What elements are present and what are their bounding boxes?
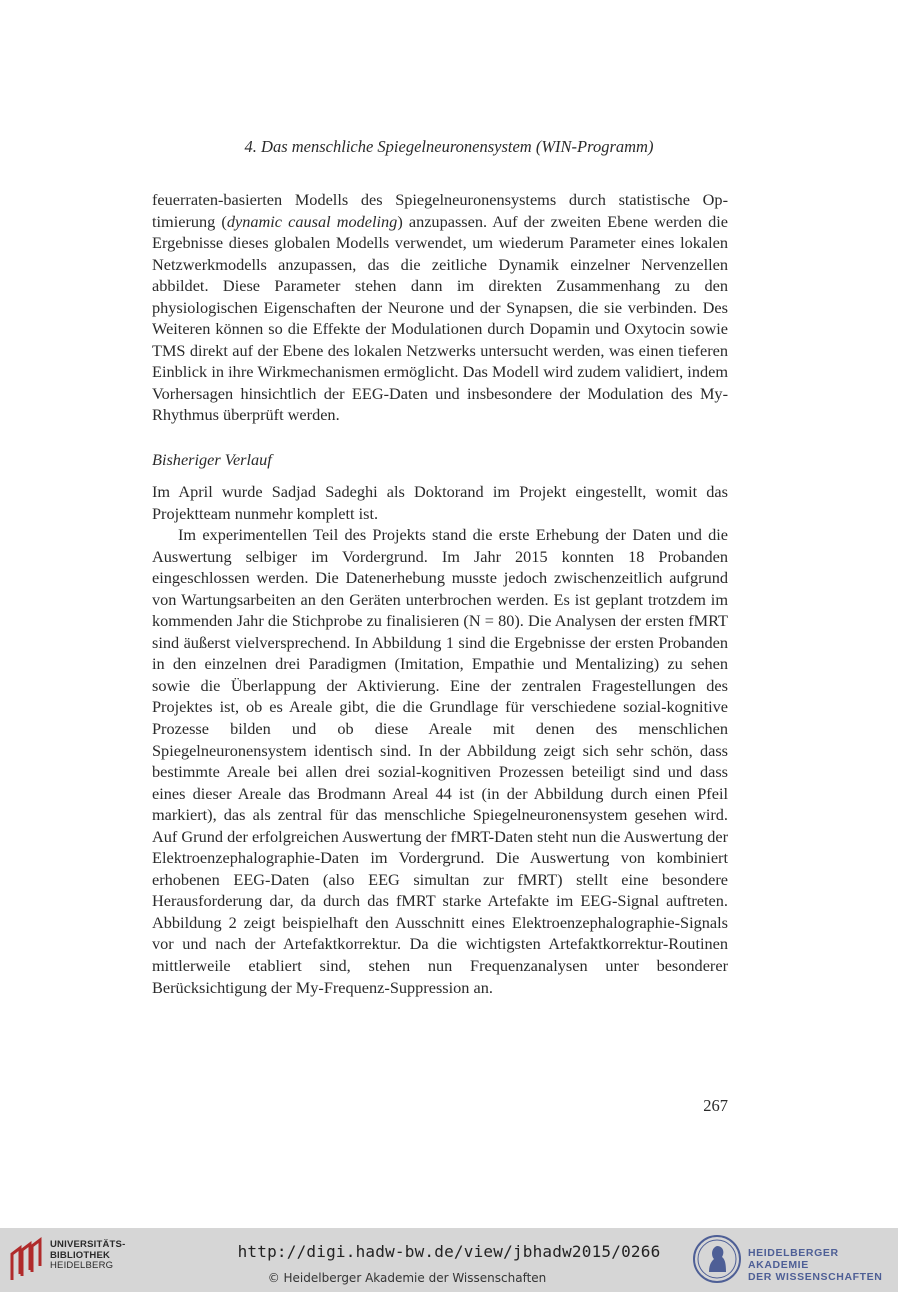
library-logo-line: UNIVERSITÄTS- — [50, 1239, 126, 1250]
page-number: 267 — [703, 1096, 728, 1115]
paragraph-text: ) anzupassen. Auf der zweiten Ebene werden die Ergebnisse dieses globalen Modells verwendet, um wiederum Parameter eines lokalen Netzwerkmodells anzupassen, das die zeitliche Dynamik einzelner Nervenzellen abbildet. Diese Parameter stehen dann im direkten Zusammenhang zu den physiologischen Eigenschaften der Neurone und der Synapsen, die sie verbinden. Des Weiteren können so die Effekte der Modulationen durch Dopamin und Oxytocin sowie TMS direkt auf der Ebene des lokalen Netzwerks untersucht werden, was einen tieferen Einblick in ihre Wirkmechanismen ermöglicht. Das Modell wird zudem validiert, indem Vorhersagen hinsichtlich der EEG-Daten und insbesondere der Modulation des My-Rhythmus überprüft werden. — [152, 211, 728, 425]
italic-term: dynamic causal modeling — [226, 211, 398, 231]
paragraph — [152, 189, 728, 426]
copyright-notice: © Heidelberger Akademie der Wissenschaften — [267, 1271, 547, 1285]
paragraph: Im experimentellen Teil des Projekts stand die erste Erhebung der Daten und die Auswertung selbiger im Vordergrund. Im Jahr 2015 konnten 18 Probanden eingeschlossen werden. Die Datenerhebung musste jedoch zwischenzeitlich aufgrund von Wartungsarbeiten an den Geräten unterbrochen werden. Es ist geplant trotzdem im kommenden Jahr die Stichprobe zu finalisieren (N = 80). Die Analysen der ersten fMRT sind äußerst vielversprechend. In Abbildung 1 sind die Ergebnisse der ersten Probanden in den einzelnen drei Paradigmen (Imitation, Empathie und Mentalizing) zu sehen sowie die Überlappung der Aktivierung. Eine der zentralen Fragestellungen des Projektes ist, ob es Areale gibt, die die Grundlage für verschiedene sozial-kognitive Prozesse bilden und ob diese Areale mit denen des menschlichen Spiegelneuronensystem identisch sind. In der Abbildung zeigt sich sehr schön, dass bestimmte Areale bei allen drei sozial-kognitiven Prozessen beteiligt sind und dass eines dieser Areale das Brodmann Areal 44 ist (in der Abbildung durch einen Pfeil markiert), das als zentral für das menschliche Spiegelneuronensystem gesehen wird. Auf Grund der erfolgreichen Auswertung der fMRT-Daten steht nun die Auswertung der Elektroenzephalographie-Daten im Vordergrund. Die Auswertung von kombiniert erhobenen EEG-Daten (also EEG simultan zur fMRT) stellt eine besondere Herausforderung dar, da durch das fMRT starke Artefakte im EEG-Signal auftreten. Abbildung 2 zeigt beispielhaft den Ausschnitt eines Elektroenzephalographie-Signals vor und nach der Artefaktkorrektur. Da die wichtigsten Artefaktkorrektur-Routinen mittlerweile etabliert sind, stehen nun Frequenzanalysen unter besonderer Berücksichtigung der My-Frequenz-Suppression an. — [152, 525, 728, 997]
academy-logo-text — [748, 1247, 898, 1283]
academy-seal-icon — [692, 1234, 742, 1284]
library-logo-line: HEIDELBERG — [50, 1260, 114, 1271]
permalink-url[interactable]: http://digi.hadw-bw.de/view/jbhadw2015/0266 — [237, 1242, 661, 1261]
paragraph-text: feuerraten-basierten Modells des Spiegelneuronensystems durch statistische Optimierung ( — [152, 190, 728, 231]
running-head: 4. Das menschliche Spiegelneuronensystem (WIN-Programm) — [244, 137, 654, 156]
section-heading: Bisheriger Verlauf — [152, 450, 272, 469]
paragraph: Im April wurde Sadjad Sadeghi als Doktorand im Projekt eingestellt, womit das Projektteam nunmehr komplett ist. — [152, 482, 728, 523]
academy-logo-line: HEIDELBERGER AKADEMIE — [748, 1247, 839, 1271]
body-text-block — [152, 481, 728, 998]
academy-logo-line: DER WISSENSCHAFTEN — [748, 1271, 883, 1283]
body-text-block — [152, 189, 728, 426]
library-logo-line: BIBLIOTHEK — [50, 1249, 111, 1261]
footer-bar — [0, 1228, 898, 1292]
academy-logo — [692, 1234, 898, 1286]
